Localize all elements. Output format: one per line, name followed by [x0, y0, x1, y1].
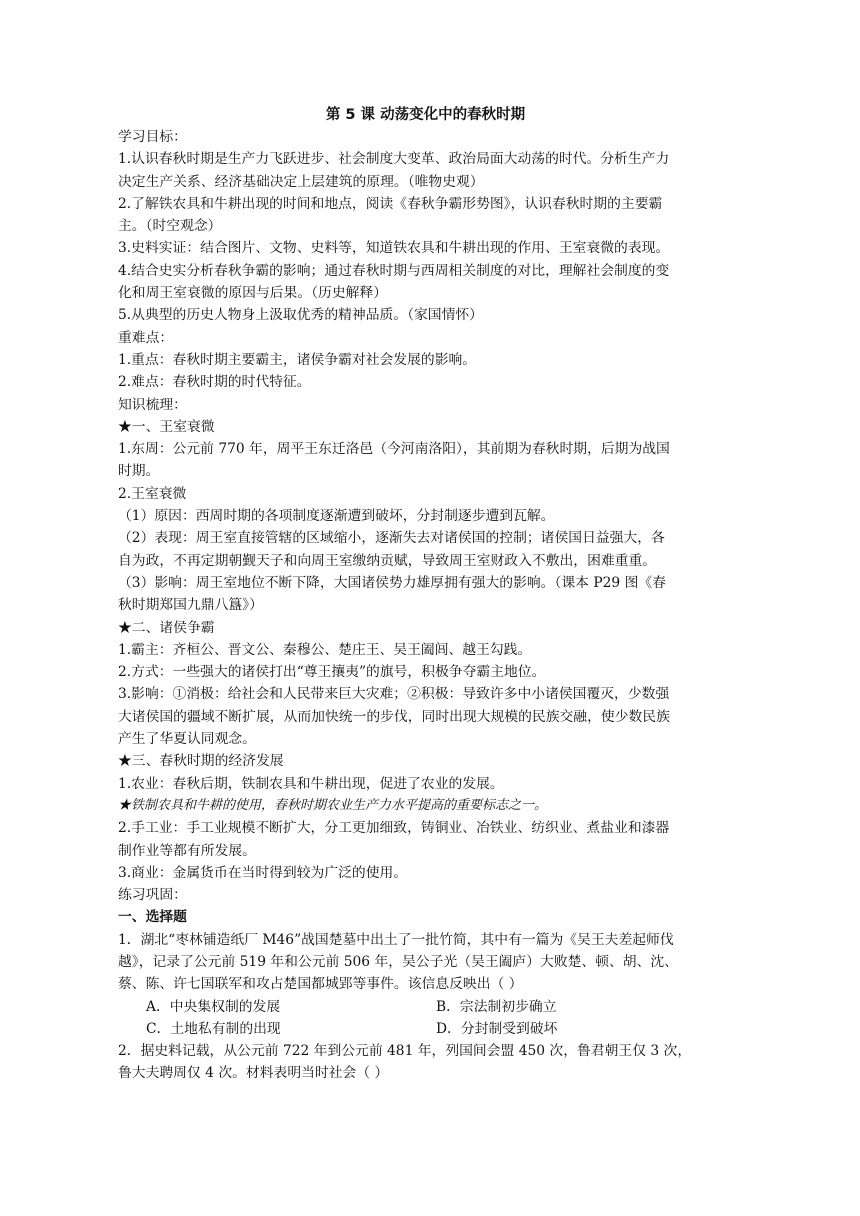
section-heading: ★二、诸侯争霸: [118, 619, 215, 636]
text-line: 知识梳理：: [118, 396, 187, 413]
text-line: 3.商业：金属货币在当时得到较为广泛的使用。: [118, 864, 408, 881]
text-line: 时期。: [118, 463, 160, 480]
text-line: 2.了解铁农具和牛耕出现的时间和地点，阅读《春秋争霸形势图》，认识春秋时期的主要霸: [118, 195, 663, 212]
text-line: 1.霸主：齐桓公、晋文公、秦穆公、楚庄王、吴王阖闾、越王勾践。: [118, 641, 532, 658]
text-line: 3.史料实证：结合图片、文物、史料等，知道铁农具和牛耕出现的作用、王室衰微的表现。: [118, 240, 670, 257]
text-line: 练习巩固：: [118, 887, 187, 904]
text-line: 学习目标：: [118, 129, 187, 145]
option-a: A．中央集权制的发展: [146, 998, 281, 1015]
text-line: 产生了华夏认同观念。: [118, 731, 256, 748]
text-line: 决定生产关系、经济基础决定上层建筑的原理。（唯物史观）: [118, 173, 484, 190]
text-line: 化和周王室衰微的原因与后果。（历史解释）: [118, 285, 388, 302]
text-line: 大诸侯国的疆域不断扩展，从而加快统一的步伐，同时出现大规模的民族交融，使少数民族: [118, 708, 670, 725]
text-line: 制作业等都有所发展。: [118, 842, 256, 859]
question-line: 鲁大夫聘周仅 4 次。材料表明当时社会（ ）: [118, 1065, 389, 1082]
text-line: （3）影响：周王室地位不断下降，大国诸侯势力雄厚拥有强大的影响。（课本 P29 图《春: [118, 574, 666, 591]
option-d: D．分封制受到破坏: [436, 1020, 558, 1037]
text-line: 2.难点：春秋时期的时代特征。: [118, 374, 311, 391]
text-line: （2）表现：周王室直接管辖的区域缩小，逐渐失去对诸侯国的控制；诸侯国日益强大，各: [118, 530, 665, 547]
option-c: C．土地私有制的出现: [146, 1020, 281, 1037]
question-line: 越》，记录了公元前 519 年和公元前 506 年，吴公子光（吴王阖庐）大败楚、顿、胡、沈、: [118, 953, 678, 970]
section-heading: 一、选择题: [118, 909, 187, 926]
text-line: 1.认识春秋时期是生产力飞跃进步、社会制度大变革、政治局面大动荡的时代。分析生产力: [118, 151, 670, 168]
question-line: 蔡、陈、许七国联军和攻占楚国都城郢等事件。该信息反映出（ ）: [118, 976, 523, 993]
text-line: 1.东周：公元前 770 年，周平王东迁洛邑（今河南洛阳），其前期为春秋时期，后期为战国: [118, 441, 670, 458]
text-line: 1.农业：春秋后期，铁制农具和牛耕出现，促进了农业的发展。: [118, 775, 504, 792]
text-line: 5.从典型的历史人物身上汲取优秀的精神品质。（家国情怀）: [118, 307, 483, 324]
text-line: 自为政，不再定期朝觐天子和向周王室缴纳贡赋，导致周王室财政入不敷出，困难重重。: [118, 552, 657, 569]
key-note: ★铁制农具和牛耕的使用，春秋时期农业生产力水平提高的重要标志之一。: [118, 797, 548, 813]
page-title: 第 5 课 动荡变化中的春秋时期: [325, 107, 526, 123]
option-b: B．宗法制初步确立: [436, 998, 557, 1015]
text-line: 秋时期郑国九鼎八簋》）: [118, 597, 263, 614]
text-line: 2.手工业：手工业规模不断扩大，分工更加细致，铸铜业、冶铁业、纺织业、煮盐业和漆器: [118, 820, 670, 837]
text-line: 4.结合史实分析春秋争霸的影响；通过春秋时期与西周相关制度的对比，理解社会制度的变: [118, 262, 670, 279]
text-line: 1.重点：春秋时期主要霸主，诸侯争霸对社会发展的影响。: [118, 351, 477, 368]
text-line: 3.影响：①消极：给社会和人民带来巨大灾难；②积极：导致许多中小诸侯国覆灭，少数强: [118, 686, 670, 703]
section-heading: ★一、王室衰微: [118, 418, 215, 435]
text-line: 2.方式：一些强大的诸侯打出“尊王攘夷”的旗号，积极争夺霸主地位。: [118, 664, 546, 681]
text-line: 2.王室衰微: [118, 485, 187, 502]
question-line: 1．湖北“枣林铺造纸厂 M46”战国楚墓中出土了一批竹简，其中有一篇为《吴王夫差起师伐: [118, 931, 674, 948]
document-page: [118, 104, 733, 1085]
option-row: [118, 996, 733, 1018]
text-line: 主。（时空观念）: [118, 218, 222, 235]
text-line: （1）原因：西周时期的各项制度逐渐遭到破坏，分封制逐步遭到瓦解。: [118, 508, 555, 525]
section-heading: ★三、春秋时期的经济发展: [118, 753, 284, 770]
question-line: 2．据史料记载，从公元前 722 年到公元前 481 年，列国间会盟 450 次，鲁君朝王仅 3 次，: [118, 1043, 692, 1060]
text-line: 重难点：: [118, 329, 174, 346]
option-row: [118, 1018, 733, 1040]
